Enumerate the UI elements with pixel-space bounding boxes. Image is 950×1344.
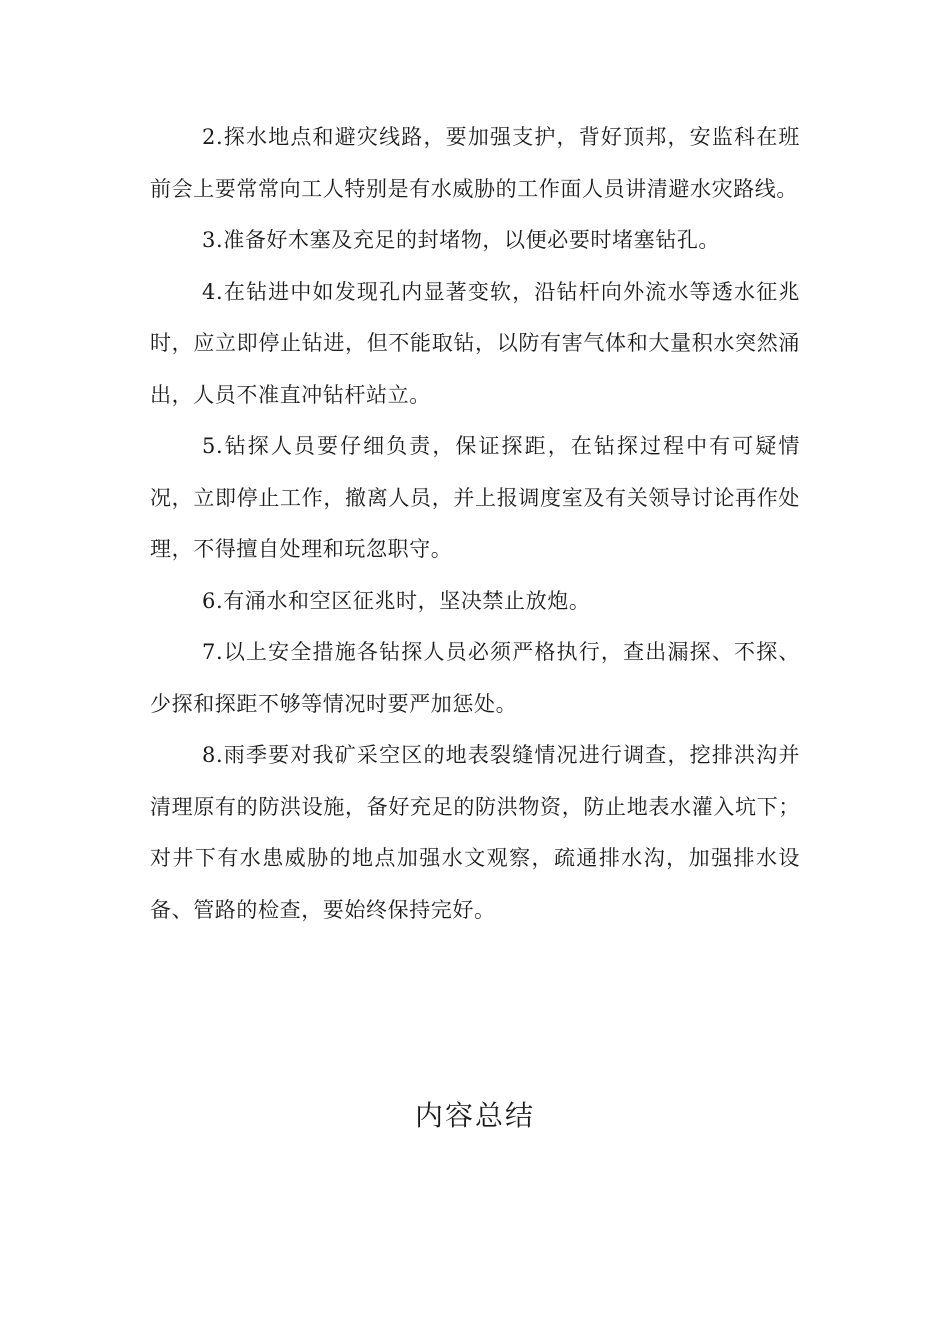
- paragraph-item-6: 6.有涌水和空区征兆时，坚决禁止放炮。: [202, 588, 591, 613]
- paragraph-item-4: 4.在钻进中如发现孔内显著变软，沿钻杆向外流水等透水征兆时，应立即停止钻进，但不能取钻，以防有害气体和大量积水突然涌出，人员不准直冲钻杆站立。: [150, 279, 800, 407]
- paragraph-item-7: 7.以上安全措施各钻探人员必须严格执行，查出漏探、不探、少探和探距不够等情况时要严加惩处。: [150, 640, 800, 716]
- summary-heading: 内容总结: [414, 1099, 535, 1132]
- paragraph-item-8: 8.雨季要对我矿采空区的地表裂缝情况进行调查，挖排洪沟并清理原有的防洪设施，备好充足的防洪物资，防止地表水灌入坑下；对井下有水患威胁的地点加强水文观察，疏通排水沟，加强排水设备、管路的检查，要始终保持完好。: [150, 743, 800, 922]
- paragraph-item-3: 3.准备好木塞及充足的封堵物，以便必要时堵塞钻孔。: [202, 228, 721, 252]
- paragraph-item-2: 2.探水地点和避灾线路，要加强支护，背好顶邦，安监科在班前会上要常常向工人特别是有水威胁的工作面人员讲清避水灾路线。: [150, 125, 800, 201]
- document-body: [150, 112, 800, 936]
- paragraph-item-5: 5.钻探人员要仔细负责，保证探距，在钻探过程中有可疑情况，立即停止工作，撤离人员，并上报调度室及有关领导讨论再作处理，不得擅自处理和玩忽职守。: [150, 434, 800, 561]
